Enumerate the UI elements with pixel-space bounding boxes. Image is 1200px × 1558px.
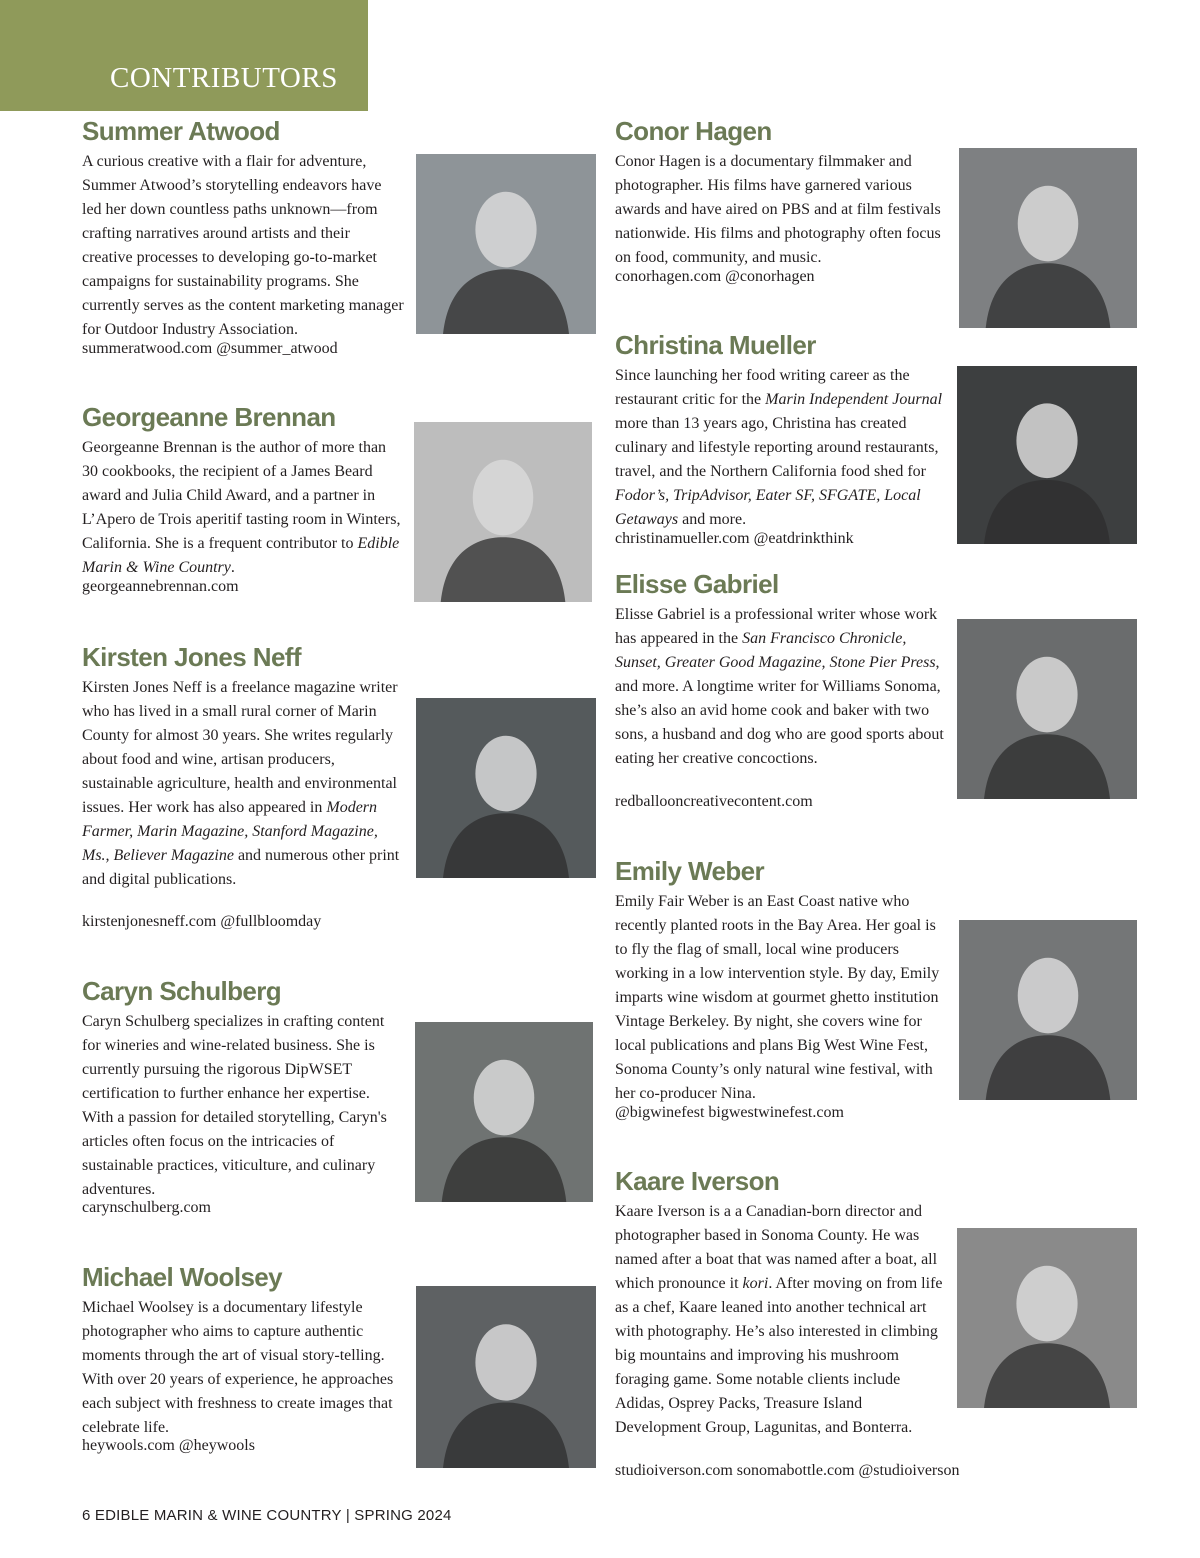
contributor-name: Michael Woolsey xyxy=(82,1262,283,1292)
contributor-photo xyxy=(416,1286,596,1468)
contributor-entry xyxy=(615,330,1145,555)
contributor-bio xyxy=(82,1296,404,1440)
contributor-links: christinamueller.com @eatdrinkthink xyxy=(615,530,854,547)
section-title: CONTRIBUTORS xyxy=(110,62,338,94)
bio-text: and more. xyxy=(678,511,747,528)
contributor-links: georgeannebrennan.com xyxy=(82,578,239,595)
contributor-photo xyxy=(414,422,592,602)
publication-title: Edible Marin & Wine Country xyxy=(82,535,400,576)
page-footer: 6 EDIBLE MARIN & WINE COUNTRY | SPRING 2024 xyxy=(82,1507,452,1524)
contributor-photo xyxy=(416,154,596,334)
contributor-links: heywools.com @heywools xyxy=(82,1437,255,1454)
contributor-bio xyxy=(615,890,945,1106)
contributor-bio xyxy=(615,1200,945,1440)
publication-title: Modern Farmer, Marin Magazine, Stanford Magazine, Ms., Believer Magazine xyxy=(82,799,378,864)
contributor-photo xyxy=(957,1228,1137,1408)
contributor-photo xyxy=(957,366,1137,544)
bio-text: Since launching her food writing career as the restaurant critic for the xyxy=(615,367,910,408)
bio-text: Michael Woolsey is a documentary lifestyle photographer who aims to capture authentic moments through the art of visual story-telling. With over 20 years of experience, he approaches each subject with freshness to create images that celebrate life. xyxy=(82,1299,394,1436)
contributor-bio xyxy=(615,150,945,270)
bio-text: . After moving on from life as a chef, Kaare leaned into another technical art with photography. He’s also interested in climbing big mountains and improving his mushroom foraging game. Some notable clients include Adidas, Osprey Packs, Treasure Island Development Group, Lagunitas, and Bonterra. xyxy=(615,1275,943,1436)
contributor-photo xyxy=(416,698,596,878)
bio-text: more than 13 years ago, Christina has created culinary and lifestyle reporting around restaurants, travel, and the Northern California food shed for xyxy=(615,415,939,480)
bio-text: A curious creative with a flair for adventure, Summer Atwood’s storytelling endeavors have led her down countless paths unknown—from crafting narratives around artists and their creative processes to developing go-to-market campaigns for sustainability programs. She currently serves as the content marketing manager for Outdoor Industry Association. xyxy=(82,153,404,338)
contributor-links: summeratwood.com @summer_atwood xyxy=(82,340,338,357)
contributor-entry xyxy=(615,569,1145,819)
publication-title: kori xyxy=(742,1275,769,1292)
contributor-entry xyxy=(82,402,602,612)
contributor-photo xyxy=(959,920,1137,1100)
contributor-links: studioiverson.com sonomabottle.com @studioiverson xyxy=(615,1462,960,1479)
bio-text: , and more. A longtime writer for Williams Sonoma, she’s also an avid home cook and baker with two sons, a husband and dog who are good sports about eating her creative concoctions. xyxy=(615,654,944,767)
contributor-name: Elisse Gabriel xyxy=(615,569,779,599)
bio-text: Caryn Schulberg specializes in crafting content for wineries and wine-related business. She is currently pursuing the rigorous DipWSET certification to further enhance her expertise. With a passion for detailed storytelling, Caryn's articles often focus on the intricacies of sustainable practices, viticulture, and culinary adventures. xyxy=(82,1013,387,1198)
contributor-entry xyxy=(615,116,1145,331)
contributor-name: Summer Atwood xyxy=(82,116,280,146)
contributor-name: Georgeanne Brennan xyxy=(82,402,336,432)
contributor-bio xyxy=(82,436,404,580)
bio-text: Kaare Iverson is a a Canadian-born director and photographer based in Sonoma County. He was named after a boat that was named after a boat, all which pronounce it xyxy=(615,1203,938,1292)
contributor-entry xyxy=(82,116,602,366)
contributor-bio xyxy=(82,150,404,342)
bio-text: Kirsten Jones Neff is a freelance magazine writer who has lived in a small rural corner of Marin County for almost 30 years. She writes regularly about food and wine, artisan producers, sustainable agriculture, health and environmental issues. Her work has also appeared in xyxy=(82,679,398,816)
contributor-photo xyxy=(959,148,1137,328)
contributor-name: Kirsten Jones Neff xyxy=(82,642,301,672)
section-banner xyxy=(0,0,368,111)
bio-text: Georgeanne Brennan is the author of more than 30 cookbooks, the recipient of a James Beard award and Julia Child Award, and a partner in L’Apero de Trois aperitif tasting room in Winters, California. She is a frequent contributor to xyxy=(82,439,401,552)
contributor-photo xyxy=(415,1022,593,1202)
contributor-name: Kaare Iverson xyxy=(615,1166,780,1196)
contributor-name: Emily Weber xyxy=(615,856,764,886)
publication-title: Marin Independent Journal xyxy=(765,391,943,408)
contributor-links: carynschulberg.com xyxy=(82,1199,211,1216)
contributor-entry xyxy=(82,1262,602,1482)
contributor-name: Christina Mueller xyxy=(615,330,816,360)
contributor-entry xyxy=(82,642,602,942)
contributor-name: Conor Hagen xyxy=(615,116,772,146)
bio-text: . xyxy=(230,559,235,576)
contributor-name: Caryn Schulberg xyxy=(82,976,282,1006)
contributor-links: @bigwinefest bigwestwinefest.com xyxy=(615,1104,844,1121)
contributor-links: redballooncreativecontent.com xyxy=(615,793,813,810)
contributor-entry xyxy=(615,856,1145,1126)
publication-title: Fodor’s, TripAdvisor, Eater SF, SFGATE, Local Getaways xyxy=(615,487,921,528)
bio-text: and numerous other print and digital publications. xyxy=(82,847,400,888)
contributor-entry xyxy=(615,1166,1175,1486)
contributor-bio xyxy=(615,603,945,771)
contributor-bio xyxy=(82,1010,404,1202)
contributor-photo xyxy=(957,619,1137,799)
contributor-bio xyxy=(82,676,404,892)
contributor-links: conorhagen.com @conorhagen xyxy=(615,268,815,285)
contributor-bio xyxy=(615,364,945,532)
bio-text: Emily Fair Weber is an East Coast native who recently planted roots in the Bay Area. Her goal is to fly the flag of small, local wine producers working in a low intervention style. By day, Emily imparts wine wisdom at gourmet ghetto institution Vintage Berkeley. By night, she covers wine for local publications and plans Big West Wine Fest, Sonoma County’s only natural wine festival, with her co-producer Nina. xyxy=(615,893,940,1102)
bio-text: Conor Hagen is a documentary filmmaker and photographer. His films have garnered various awards and have aired on PBS and at film festivals nationwide. His films and photography often focus on food, community, and music. xyxy=(615,153,941,266)
publication-title: San Francisco Chronicle, Sunset, Greater Good Magazine, Stone Pier Press xyxy=(615,630,936,671)
contributor-entry xyxy=(82,976,602,1226)
bio-text: Elisse Gabriel is a professional writer whose work has appeared in the xyxy=(615,606,938,647)
contributor-links: kirstenjonesneff.com @fullbloomday xyxy=(82,913,322,930)
